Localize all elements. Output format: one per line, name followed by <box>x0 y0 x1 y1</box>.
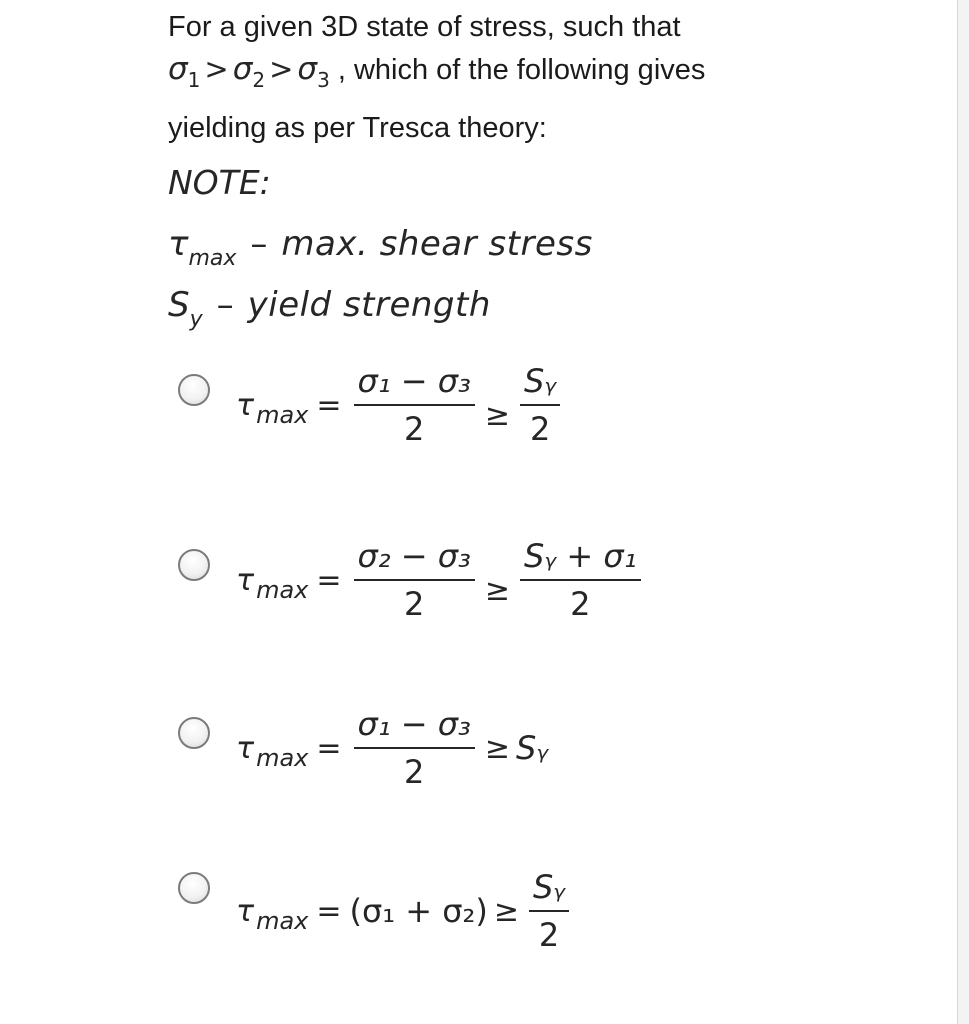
option-4[interactable] <box>174 868 934 978</box>
option-1[interactable] <box>174 362 934 472</box>
option-3-radio[interactable] <box>178 717 210 749</box>
question-line-3: yielding as per Tresca theory: <box>168 112 547 144</box>
option-1-formula: $\tau_{max}$ = $\frac{\text{σ₁ − σ₃}}{2}$ ≥ $\frac{\text{Sᵧ}}{2}$ <box>236 362 564 448</box>
sigma-3: $\sigma_3$ <box>297 51 330 92</box>
question-line-2: $\sigma_1 > \sigma_2 > \sigma_3$ , which of the following gives <box>168 51 706 92</box>
question-line-2-rest: , which of the following gives <box>337 54 706 86</box>
option-4-formula: $\tau_{max}$ = (σ₁ + σ₂) ≥ $\frac{\text{Sᵧ}}{2}$ <box>236 868 573 954</box>
option-2-radio[interactable] <box>178 549 210 581</box>
sigma-2: $\sigma_2$ <box>232 51 266 92</box>
option-4-radio[interactable] <box>178 872 210 904</box>
sigma-1: $\sigma_1$ <box>168 51 201 92</box>
option-2[interactable] <box>174 537 934 647</box>
option-3-formula: $\tau_{max}$ = $\frac{\text{σ₁ − σ₃}}{2}$ ≥ Sᵧ <box>236 705 549 791</box>
note-sy-definition: $S_y$ – yield strength <box>168 285 491 332</box>
right-edge-strip <box>958 0 969 1024</box>
note-block <box>168 158 928 330</box>
note-title: NOTE: <box>168 163 271 202</box>
option-3[interactable] <box>174 705 934 815</box>
question-text <box>168 6 928 149</box>
note-tau-definition: $\tau_{max}$ – max. shear stress <box>168 224 593 271</box>
option-1-radio[interactable] <box>178 374 210 406</box>
question-line-1: For a given 3D state of stress, such that <box>168 11 681 43</box>
option-2-formula: $\tau_{max}$ = $\frac{\text{σ₂ − σ₃}}{2}$ ≥ $\frac{\text{Sᵧ + σ₁}}{2}$ <box>236 537 645 623</box>
